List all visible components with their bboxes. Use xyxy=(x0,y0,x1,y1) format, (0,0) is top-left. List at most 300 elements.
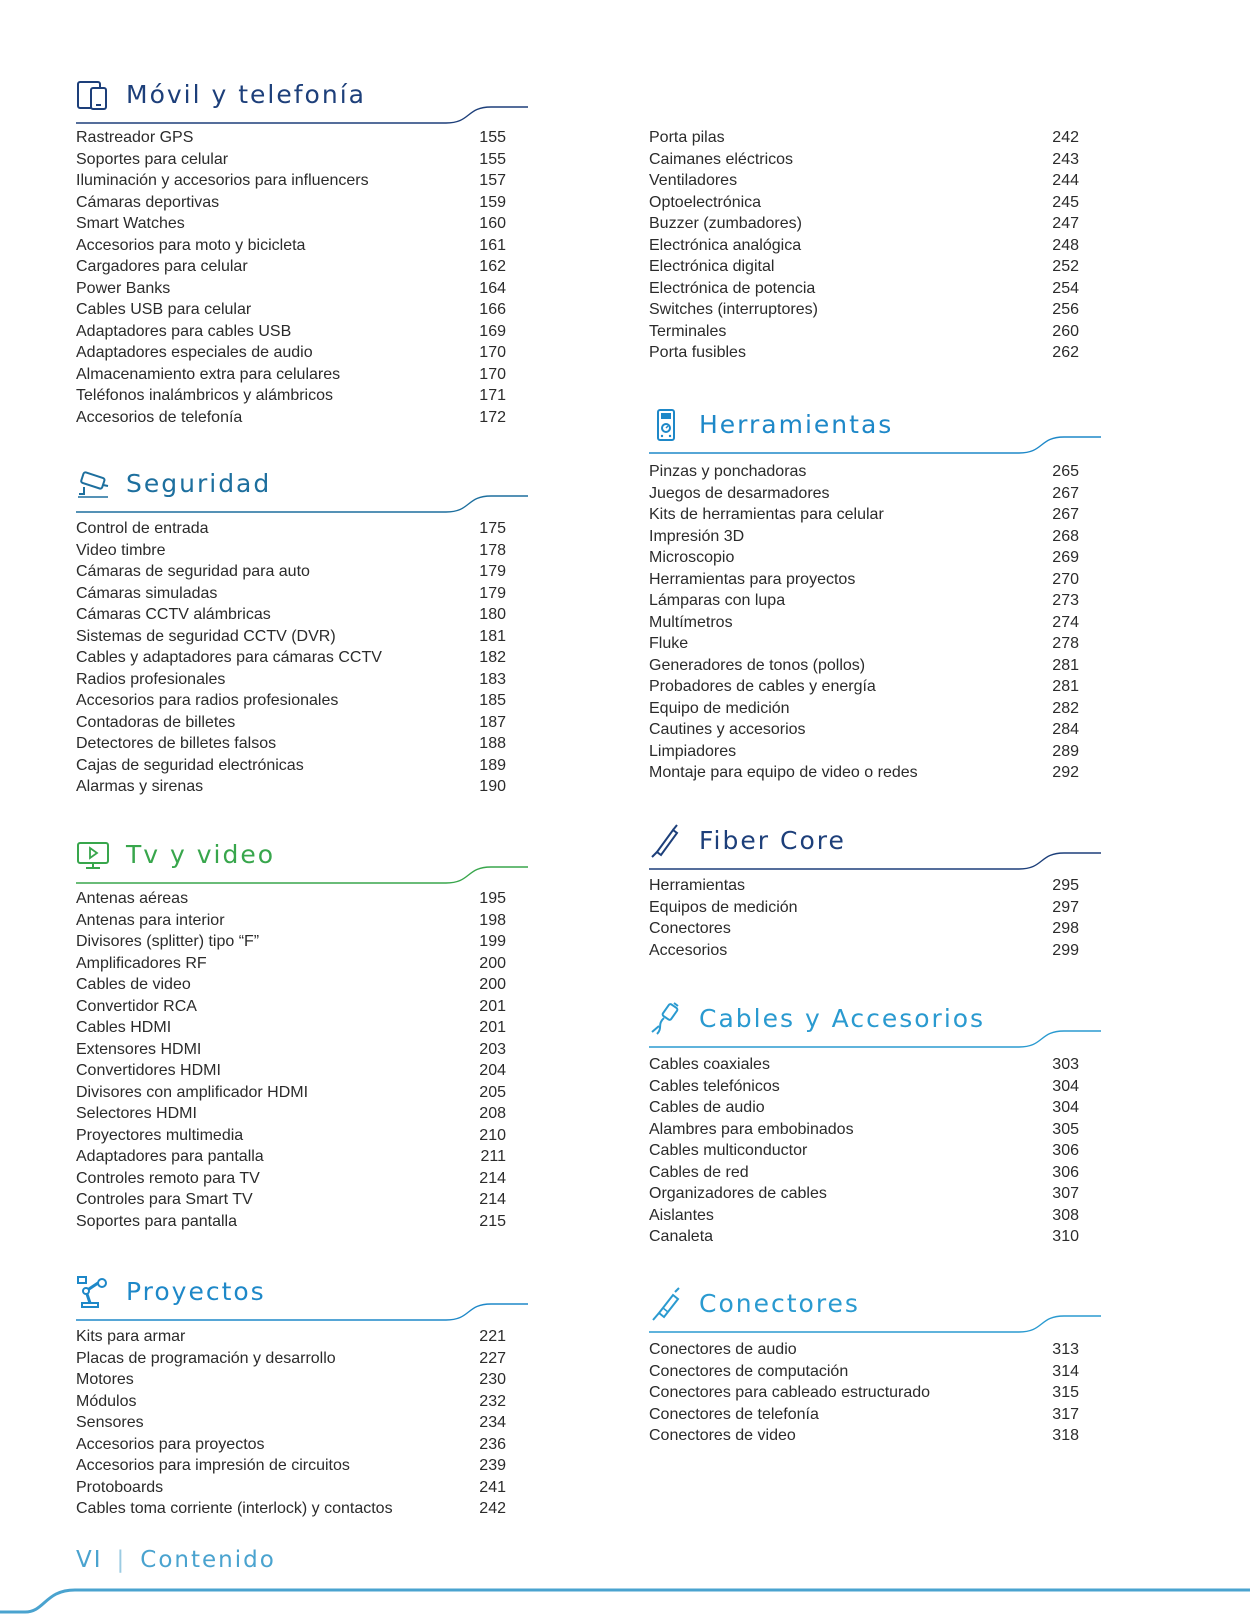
toc-item-label: Detectores de billetes falsos xyxy=(76,735,277,752)
toc-item-label: Kits de herramientas para celular xyxy=(649,506,884,523)
toc-item-label: Conectores xyxy=(649,920,731,937)
toc-item[interactable] xyxy=(76,1498,528,1520)
toc-item-label: Microscopio xyxy=(649,549,735,566)
toc-item-page: 307 xyxy=(1052,1185,1079,1202)
toc-item-page: 278 xyxy=(1052,635,1079,652)
toc-item[interactable] xyxy=(649,1361,1101,1383)
toc-item-page: 299 xyxy=(1052,941,1079,959)
toc-item[interactable] xyxy=(76,1412,528,1434)
toc-item-label: Adaptadores para pantalla xyxy=(76,1148,264,1165)
toc-item-label: Rastreador GPS xyxy=(76,129,194,146)
toc-item[interactable] xyxy=(76,604,528,626)
toc-item-page: 221 xyxy=(479,1328,506,1345)
toc-item-label: Cables HDMI xyxy=(76,1019,172,1036)
toc-item[interactable] xyxy=(649,918,1101,940)
toc-item[interactable] xyxy=(649,875,1101,897)
toc-item-label: Power Banks xyxy=(76,279,171,297)
toc-item-page: 179 xyxy=(479,563,506,580)
section-header-movil xyxy=(76,66,528,126)
toc-item-page: 304 xyxy=(1052,1077,1079,1095)
toc-item[interactable] xyxy=(76,1060,528,1082)
toc-item-page: 274 xyxy=(1052,613,1079,631)
toc-item[interactable] xyxy=(76,1455,528,1477)
toc-item-label: Divisores con amplificador HDMI xyxy=(76,1083,309,1101)
toc-item-label: Multímetros xyxy=(649,613,733,631)
toc-item-label: Accesorios de telefonía xyxy=(76,408,243,426)
toc-item-label: Ventiladores xyxy=(649,172,738,189)
toc-item-page: 267 xyxy=(1052,506,1079,523)
toc-item[interactable] xyxy=(76,1391,528,1413)
section-underline xyxy=(76,862,528,886)
toc-item-label: Pinzas y ponchadoras xyxy=(649,463,807,480)
section-items-seguridad xyxy=(76,518,528,798)
section-header-herramientas xyxy=(649,396,1101,456)
section-items-conectores xyxy=(649,1339,1101,1447)
toc-item-label: Impresión 3D xyxy=(649,527,745,545)
section-title: Herramientas xyxy=(699,410,894,439)
toc-item-label: Soportes para celular xyxy=(76,150,229,168)
section-tv xyxy=(76,826,528,1230)
toc-item-page: 198 xyxy=(479,911,506,929)
section-items-cables xyxy=(649,1054,1101,1248)
section-movil xyxy=(76,66,528,426)
toc-item[interactable] xyxy=(76,1082,528,1104)
toc-item-page: 195 xyxy=(479,890,506,907)
toc-item-page: 162 xyxy=(479,258,506,275)
section-items-fiber xyxy=(649,875,1101,961)
toc-item-page: 214 xyxy=(479,1169,506,1187)
toc-item-page: 268 xyxy=(1052,527,1079,545)
toc-item-label: Fluke xyxy=(649,635,689,652)
toc-item[interactable] xyxy=(649,256,1101,278)
toc-item-label: Juegos de desarmadores xyxy=(649,484,830,502)
toc-item[interactable] xyxy=(649,633,1101,655)
toc-item-label: Conectores de computación xyxy=(649,1362,849,1380)
toc-item-label: Selectores HDMI xyxy=(76,1105,197,1122)
toc-item[interactable] xyxy=(649,192,1101,214)
toc-item-page: 159 xyxy=(479,193,506,211)
toc-item-label: Cables toma corriente (interlock) y contactos xyxy=(76,1500,393,1517)
toc-item-label: Convertidores HDMI xyxy=(76,1062,221,1079)
toc-item-page: 188 xyxy=(479,735,506,752)
toc-item-label: Switches (interruptores) xyxy=(649,301,818,318)
toc-item[interactable] xyxy=(76,1434,528,1456)
toc-item[interactable] xyxy=(649,278,1101,300)
toc-item[interactable] xyxy=(76,910,528,932)
toc-item-page: 155 xyxy=(479,129,506,146)
toc-item[interactable] xyxy=(76,1103,528,1125)
toc-item-label: Proyectores multimedia xyxy=(76,1126,244,1144)
page-number: VI xyxy=(76,1547,103,1573)
toc-item-page: 315 xyxy=(1052,1384,1079,1401)
toc-item-label: Conectores para cableado estructurado xyxy=(649,1384,931,1401)
toc-item[interactable] xyxy=(76,1477,528,1499)
toc-item-label: Cables de audio xyxy=(649,1099,765,1116)
toc-item-page: 308 xyxy=(1052,1206,1079,1224)
toc-item[interactable] xyxy=(649,1183,1101,1205)
toc-item-label: Aislantes xyxy=(649,1206,714,1224)
toc-item[interactable] xyxy=(649,127,1101,149)
toc-item-label: Cámaras CCTV alámbricas xyxy=(76,606,271,623)
toc-item-label: Electrónica analógica xyxy=(649,236,802,254)
toc-item[interactable] xyxy=(76,518,528,540)
toc-item-label: Herramientas xyxy=(649,877,746,894)
toc-item-page: 172 xyxy=(479,408,506,426)
toc-item-page: 181 xyxy=(479,627,506,645)
section-conectores xyxy=(649,1275,1101,1444)
toc-item-page: 252 xyxy=(1052,258,1079,275)
section-title: Tv y video xyxy=(126,840,276,869)
toc-item-page: 205 xyxy=(479,1083,506,1101)
toc-item-label: Cables y adaptadores para cámaras CCTV xyxy=(76,649,382,666)
section-items-proyectos-continued xyxy=(649,127,1101,364)
section-underline xyxy=(649,1311,1101,1335)
toc-item-page: 273 xyxy=(1052,592,1079,609)
toc-item-page: 298 xyxy=(1052,920,1079,937)
toc-item[interactable] xyxy=(76,755,528,777)
toc-item-page: 254 xyxy=(1052,279,1079,297)
toc-item-page: 242 xyxy=(479,1500,506,1517)
toc-item-page: 171 xyxy=(479,387,506,404)
toc-item[interactable] xyxy=(649,897,1101,919)
toc-item-label: Cables telefónicos xyxy=(649,1077,780,1095)
toc-item[interactable] xyxy=(649,1076,1101,1098)
toc-item[interactable] xyxy=(649,1054,1101,1076)
toc-item[interactable] xyxy=(649,1097,1101,1119)
section-items-herramientas xyxy=(649,461,1101,784)
toc-item-label: Cables de video xyxy=(76,976,191,993)
page-footer xyxy=(76,1547,276,1573)
toc-item[interactable] xyxy=(649,762,1101,784)
toc-item-label: Cargadores para celular xyxy=(76,258,248,275)
toc-item[interactable] xyxy=(76,235,528,257)
toc-item[interactable] xyxy=(76,996,528,1018)
section-header-seguridad xyxy=(76,455,528,515)
toc-item-page: 230 xyxy=(479,1371,506,1388)
toc-item[interactable] xyxy=(76,669,528,691)
section-header-conectores xyxy=(649,1275,1101,1335)
toc-item[interactable] xyxy=(649,1404,1101,1426)
toc-item[interactable] xyxy=(76,931,528,953)
toc-item-label: Kits para armar xyxy=(76,1328,186,1345)
toc-item-label: Video timbre xyxy=(76,541,166,559)
toc-item[interactable] xyxy=(76,888,528,910)
toc-item[interactable] xyxy=(649,612,1101,634)
toc-item-page: 208 xyxy=(479,1105,506,1122)
toc-item-label: Terminales xyxy=(649,322,727,340)
toc-item-label: Adaptadores para cables USB xyxy=(76,322,292,340)
toc-item[interactable] xyxy=(649,299,1101,321)
section-underline xyxy=(649,432,1101,456)
toc-item-label: Conectores de video xyxy=(649,1427,796,1444)
toc-item[interactable] xyxy=(76,278,528,300)
toc-item-label: Accesorios para impresión de circuitos xyxy=(76,1457,350,1474)
toc-item[interactable] xyxy=(649,590,1101,612)
toc-item-label: Cajas de seguridad electrónicas xyxy=(76,756,304,774)
toc-item[interactable] xyxy=(76,299,528,321)
toc-item-page: 199 xyxy=(479,933,506,950)
toc-item-label: Electrónica digital xyxy=(649,258,775,275)
toc-item[interactable] xyxy=(649,483,1101,505)
toc-item-page: 157 xyxy=(479,172,506,189)
toc-item[interactable] xyxy=(649,1205,1101,1227)
toc-item-page: 166 xyxy=(479,301,506,318)
toc-item-label: Herramientas para proyectos xyxy=(649,570,856,588)
section-header-tv xyxy=(76,826,528,886)
toc-item-page: 178 xyxy=(479,541,506,559)
toc-item[interactable] xyxy=(649,1339,1101,1361)
toc-item[interactable] xyxy=(649,235,1101,257)
toc-item[interactable] xyxy=(76,127,528,149)
toc-item-label: Adaptadores especiales de audio xyxy=(76,344,313,361)
toc-item-page: 247 xyxy=(1052,215,1079,232)
toc-item-page: 314 xyxy=(1052,1362,1079,1380)
toc-item[interactable] xyxy=(76,256,528,278)
toc-item-page: 244 xyxy=(1052,172,1079,189)
toc-item[interactable] xyxy=(649,1425,1101,1447)
toc-item-label: Cables multiconductor xyxy=(649,1142,808,1159)
section-title: Móvil y telefonía xyxy=(126,80,366,109)
toc-item[interactable] xyxy=(649,741,1101,763)
section-underline xyxy=(76,491,528,515)
section-items-proyectos xyxy=(76,1326,528,1520)
toc-item-label: Divisores (splitter) tipo “F” xyxy=(76,933,260,950)
toc-item[interactable] xyxy=(649,569,1101,591)
toc-item-label: Contadoras de billetes xyxy=(76,713,236,731)
toc-item[interactable] xyxy=(76,1369,528,1391)
toc-item-label: Electrónica de potencia xyxy=(649,279,816,297)
toc-item-label: Cámaras simuladas xyxy=(76,584,218,602)
toc-item[interactable] xyxy=(649,1119,1101,1141)
toc-item-label: Porta pilas xyxy=(649,129,725,146)
toc-item[interactable] xyxy=(76,1189,528,1211)
toc-item-page: 169 xyxy=(479,322,506,340)
toc-item-page: 179 xyxy=(479,584,506,602)
toc-item[interactable] xyxy=(76,561,528,583)
toc-item-label: Accesorios para moto y bicicleta xyxy=(76,236,306,254)
toc-item[interactable] xyxy=(76,364,528,386)
toc-item[interactable] xyxy=(649,1162,1101,1184)
toc-item-label: Lámparas con lupa xyxy=(649,592,786,609)
toc-item[interactable] xyxy=(649,321,1101,343)
toc-item[interactable] xyxy=(76,321,528,343)
toc-item-page: 234 xyxy=(479,1414,506,1431)
toc-item[interactable] xyxy=(76,647,528,669)
toc-item-page: 215 xyxy=(479,1212,506,1230)
toc-item[interactable] xyxy=(649,698,1101,720)
section-items-movil xyxy=(76,127,528,428)
toc-item-page: 187 xyxy=(479,713,506,731)
toc-item-label: Protoboards xyxy=(76,1478,164,1496)
toc-item-label: Controles remoto para TV xyxy=(76,1169,260,1187)
toc-item-label: Convertidor RCA xyxy=(76,997,197,1015)
toc-item-label: Control de entrada xyxy=(76,520,209,537)
toc-item-page: 267 xyxy=(1052,484,1079,502)
toc-item-label: Conectores de telefonía xyxy=(649,1405,819,1423)
toc-item-label: Sistemas de seguridad CCTV (DVR) xyxy=(76,627,336,645)
toc-item-label: Amplificadores RF xyxy=(76,954,207,972)
toc-item[interactable] xyxy=(76,974,528,996)
toc-item-label: Equipo de medición xyxy=(649,699,790,717)
toc-item-page: 201 xyxy=(479,1019,506,1036)
section-cables xyxy=(649,990,1101,1245)
section-items-tv xyxy=(76,888,528,1232)
toc-item[interactable] xyxy=(649,342,1101,364)
toc-item-page: 260 xyxy=(1052,322,1079,340)
toc-item-page: 203 xyxy=(479,1040,506,1058)
toc-item[interactable] xyxy=(76,1348,528,1370)
toc-item[interactable] xyxy=(649,547,1101,569)
toc-item[interactable] xyxy=(649,676,1101,698)
toc-item[interactable] xyxy=(649,1382,1101,1404)
toc-item[interactable] xyxy=(76,1326,528,1348)
toc-item[interactable] xyxy=(649,719,1101,741)
toc-item[interactable] xyxy=(649,526,1101,548)
toc-item-page: 243 xyxy=(1052,150,1079,168)
toc-item-page: 306 xyxy=(1052,1163,1079,1181)
toc-item[interactable] xyxy=(76,1039,528,1061)
toc-item-page: 282 xyxy=(1052,699,1079,717)
section-fiber xyxy=(649,812,1101,959)
section-proyectos xyxy=(76,1263,528,1517)
toc-item[interactable] xyxy=(649,149,1101,171)
toc-item[interactable] xyxy=(76,385,528,407)
toc-item[interactable] xyxy=(649,655,1101,677)
toc-item-label: Porta fusibles xyxy=(649,344,746,361)
toc-item-page: 210 xyxy=(479,1126,506,1144)
toc-item-page: 170 xyxy=(479,365,506,383)
toc-item[interactable] xyxy=(76,776,528,798)
toc-item-label: Cables de red xyxy=(649,1163,749,1181)
toc-item-label: Alarmas y sirenas xyxy=(76,778,204,795)
toc-item[interactable] xyxy=(76,1211,528,1233)
toc-item[interactable] xyxy=(649,213,1101,235)
toc-item[interactable] xyxy=(76,733,528,755)
toc-item-page: 241 xyxy=(479,1478,506,1496)
toc-item[interactable] xyxy=(649,940,1101,962)
toc-item-label: Organizadores de cables xyxy=(649,1185,827,1202)
section-seguridad xyxy=(76,455,528,795)
toc-item[interactable] xyxy=(76,1125,528,1147)
toc-item-page: 292 xyxy=(1052,764,1079,781)
toc-item-label: Cables coaxiales xyxy=(649,1056,770,1073)
toc-item-label: Accesorios para radios profesionales xyxy=(76,692,339,709)
toc-item[interactable] xyxy=(76,149,528,171)
toc-item-label: Almacenamiento extra para celulares xyxy=(76,365,341,383)
section-title: Seguridad xyxy=(126,469,272,498)
toc-item-label: Probadores de cables y energía xyxy=(649,678,876,695)
toc-item-page: 305 xyxy=(1052,1120,1079,1138)
toc-item-page: 232 xyxy=(479,1392,506,1410)
toc-item-page: 180 xyxy=(479,606,506,623)
toc-item-label: Accesorios xyxy=(649,941,728,959)
section-header-fiber xyxy=(649,812,1101,872)
toc-item-page: 227 xyxy=(479,1349,506,1367)
toc-item[interactable] xyxy=(76,192,528,214)
toc-item-page: 242 xyxy=(1052,129,1079,146)
toc-item[interactable] xyxy=(649,461,1101,483)
toc-item-page: 317 xyxy=(1052,1405,1079,1423)
toc-item[interactable] xyxy=(649,504,1101,526)
toc-item-label: Cámaras de seguridad para auto xyxy=(76,563,310,580)
toc-item-label: Módulos xyxy=(76,1392,137,1410)
toc-item[interactable] xyxy=(76,1017,528,1039)
toc-item[interactable] xyxy=(649,1226,1101,1248)
section-underline xyxy=(649,848,1101,872)
toc-item-page: 270 xyxy=(1052,570,1079,588)
toc-item-page: 200 xyxy=(479,954,506,972)
section-header-proyectos xyxy=(76,1263,528,1323)
toc-item-page: 183 xyxy=(479,670,506,688)
toc-item-page: 304 xyxy=(1052,1099,1079,1116)
toc-item[interactable] xyxy=(649,1140,1101,1162)
toc-item-page: 262 xyxy=(1052,344,1079,361)
toc-item-page: 303 xyxy=(1052,1056,1079,1073)
toc-item-page: 318 xyxy=(1052,1427,1079,1444)
toc-item-page: 189 xyxy=(479,756,506,774)
toc-item[interactable] xyxy=(649,170,1101,192)
toc-item-page: 201 xyxy=(479,997,506,1015)
section-underline xyxy=(76,102,528,126)
toc-item[interactable] xyxy=(76,540,528,562)
toc-item-page: 310 xyxy=(1052,1228,1079,1245)
toc-item-label: Smart Watches xyxy=(76,215,185,232)
toc-item-page: 214 xyxy=(479,1191,506,1208)
toc-item-page: 269 xyxy=(1052,549,1079,566)
section-title: Cables y Accesorios xyxy=(699,1004,986,1033)
toc-item-page: 289 xyxy=(1052,742,1079,760)
toc-item[interactable] xyxy=(76,583,528,605)
toc-item-page: 160 xyxy=(479,215,506,232)
toc-item-label: Equipos de medición xyxy=(649,898,798,916)
toc-item-label: Sensores xyxy=(76,1414,144,1431)
toc-item-page: 170 xyxy=(479,344,506,361)
toc-item[interactable] xyxy=(76,1146,528,1168)
toc-item-page: 211 xyxy=(480,1148,506,1165)
footer-separator: | xyxy=(116,1547,127,1573)
toc-item-page: 175 xyxy=(479,520,506,537)
toc-item-page: 236 xyxy=(479,1435,506,1453)
section-title: Fiber Core xyxy=(699,826,846,855)
toc-item-label: Teléfonos inalámbricos y alámbricos xyxy=(76,387,333,404)
toc-item-label: Caimanes eléctricos xyxy=(649,150,794,168)
toc-item-page: 313 xyxy=(1052,1341,1079,1358)
toc-item-page: 245 xyxy=(1052,193,1079,211)
toc-item[interactable] xyxy=(76,407,528,429)
toc-item-page: 239 xyxy=(479,1457,506,1474)
toc-item[interactable] xyxy=(76,712,528,734)
section-header-cables xyxy=(649,990,1101,1050)
toc-item-label: Placas de programación y desarrollo xyxy=(76,1349,336,1367)
toc-item-label: Motores xyxy=(76,1371,134,1388)
toc-item[interactable] xyxy=(76,626,528,648)
toc-item[interactable] xyxy=(76,953,528,975)
toc-item[interactable] xyxy=(76,1168,528,1190)
footer-section-label: Contenido xyxy=(140,1547,276,1573)
toc-item[interactable] xyxy=(76,342,528,364)
toc-item-label: Radios profesionales xyxy=(76,670,226,688)
toc-item-page: 284 xyxy=(1052,721,1079,738)
toc-item-label: Accesorios para proyectos xyxy=(76,1435,265,1453)
section-underline xyxy=(649,1026,1101,1050)
toc-item[interactable] xyxy=(76,690,528,712)
section-herramientas xyxy=(649,396,1101,781)
toc-item-page: 248 xyxy=(1052,236,1079,254)
toc-item-label: Cámaras deportivas xyxy=(76,193,220,211)
toc-item-label: Montaje para equipo de video o redes xyxy=(649,764,918,781)
toc-item[interactable] xyxy=(76,170,528,192)
toc-item[interactable] xyxy=(76,213,528,235)
